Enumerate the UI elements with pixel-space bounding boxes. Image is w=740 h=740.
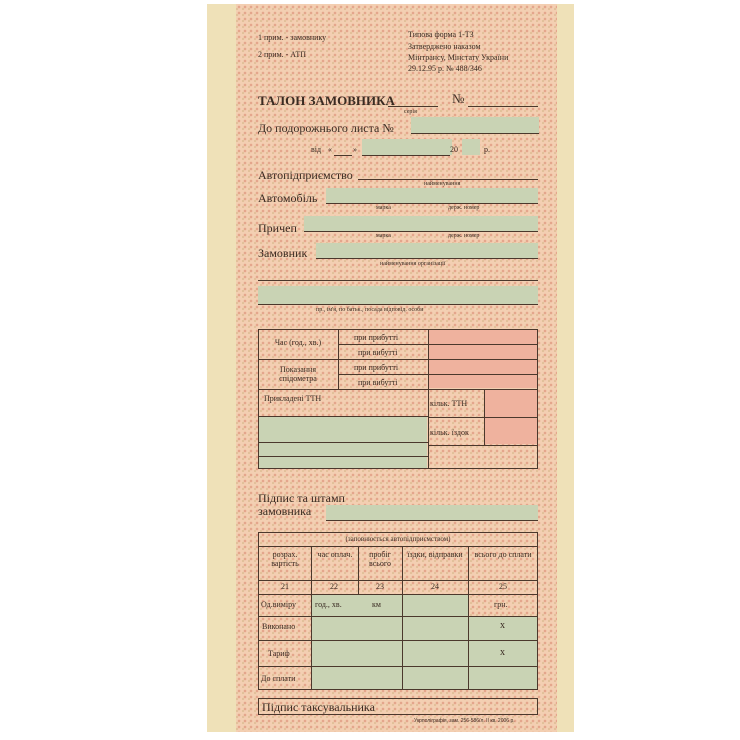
col-number-21: 21	[281, 582, 289, 591]
attached-ttn-line	[258, 456, 428, 457]
printer-note: Укрполіграфія, зам. 256-586/л. II кв. 2006 р.	[414, 718, 515, 724]
car-brand-caption: марка	[376, 205, 391, 211]
company-label: Автопідприємство	[258, 168, 353, 182]
time-arrival: при прибутті	[354, 333, 399, 342]
done-x-mark: х	[500, 620, 505, 631]
car-label: Автомобіль	[258, 191, 318, 205]
quote-close: »	[353, 145, 357, 154]
waybill-number-line	[411, 133, 539, 134]
trailer-plate-caption: держ. номер	[448, 233, 480, 239]
signature-line	[326, 520, 538, 521]
col-header-1: розрах. вартість	[271, 550, 299, 569]
signature-line-2: замовника	[258, 504, 312, 518]
attached-ttn-label: Прикладені ТТН	[264, 394, 322, 403]
trips-count-label: кільк. їздок	[430, 428, 469, 437]
attached-ttn-line	[258, 442, 428, 443]
time-label: Час (год., хв.)	[274, 338, 322, 347]
org-caption: найменування організації	[380, 261, 446, 267]
year-field[interactable]	[462, 139, 480, 155]
signature-line-1: Підпис та штамп	[258, 491, 345, 505]
day-line	[334, 155, 352, 156]
trailer-brand-caption: марка	[376, 233, 391, 239]
tariff-x-mark: х	[500, 647, 505, 658]
company-caption: найменування	[424, 181, 461, 187]
signature-field[interactable]	[326, 505, 538, 520]
odometer-arrival: при прибутті	[354, 363, 399, 372]
person-field[interactable]	[258, 286, 538, 304]
col-number-22: 22	[330, 582, 338, 591]
col-header-3: пробіг всього	[368, 550, 391, 569]
col-header-5: всього до сплати	[474, 550, 532, 559]
col-number-24: 24	[431, 582, 439, 591]
calc-table-line	[258, 580, 538, 581]
row-tariff-label: Тариф	[268, 649, 290, 658]
time-table-divider	[429, 344, 537, 345]
time-table-divider	[338, 329, 339, 389]
customer-field[interactable]	[316, 243, 538, 258]
year-suffix: р.	[484, 145, 490, 154]
odometer-departure: при вибутті	[358, 378, 398, 387]
count-divider	[428, 445, 538, 446]
unit-km: км	[372, 600, 381, 609]
series-caption: серія	[404, 109, 417, 115]
row-done-label: Виконано	[262, 622, 296, 631]
car-field[interactable]	[326, 188, 538, 203]
form-type: Типова форма 1-ТЗ	[408, 30, 474, 39]
col-number-23: 23	[376, 582, 384, 591]
car-line	[326, 203, 538, 204]
person-line	[258, 304, 538, 305]
customer-coupon-form	[236, 4, 557, 732]
customer-extra-line	[258, 280, 538, 281]
attached-ttn-line	[258, 416, 428, 417]
time-departure: при вибутті	[358, 348, 398, 357]
trailer-label: Причеп	[258, 221, 297, 235]
unit-hours: год., хв.	[315, 600, 342, 609]
month-field[interactable]	[362, 139, 452, 155]
company-line	[358, 179, 538, 180]
col-header-4: їздки, відправки	[407, 550, 463, 559]
trailer-line	[304, 231, 538, 232]
col-number-25: 25	[499, 582, 507, 591]
ministries-note: Мінтрансу, Мінстату України	[408, 53, 509, 62]
person-caption: пр., ім'я, по батьк., посада відповід. особи	[316, 307, 424, 313]
time-table-divider	[429, 374, 537, 375]
year-prefix: 20	[450, 145, 458, 154]
calc-values-left[interactable]	[312, 595, 402, 689]
row-pay-label: До сплати	[261, 674, 296, 683]
copy-note-1: 1 прим. - замовнику	[258, 33, 327, 42]
calc-table-line	[312, 640, 538, 641]
calc-table-line	[312, 616, 538, 617]
customer-label: Замовник	[258, 246, 308, 260]
waybill-number-field[interactable]	[411, 117, 539, 133]
series-line	[388, 106, 438, 107]
waybill-label: До подорожнього листа №	[258, 121, 394, 135]
row-unit-label: Од.виміру	[261, 600, 296, 609]
date-from: від	[311, 145, 322, 154]
copy-note-2: 2 прим. - АТП	[258, 50, 307, 59]
col-header-2: час оплач.	[317, 550, 353, 559]
calc-caption: (заповнюється автопідприємством)	[345, 535, 451, 543]
time-table-divider	[429, 359, 537, 360]
ttn-count-label: кільк. ТТН	[430, 399, 468, 408]
approval-note: Затверджено наказом	[408, 42, 481, 51]
order-note: 29.12.95 р. № 488/346	[408, 64, 482, 73]
number-sign: №	[452, 91, 465, 106]
form-title: ТАЛОН ЗАМОВНИКА	[258, 93, 395, 108]
quote-open: «	[328, 145, 332, 154]
count-divider	[428, 417, 538, 418]
customer-line	[316, 258, 538, 259]
taxi-sign-label: Підпис таксувальника	[262, 700, 375, 714]
number-line	[468, 106, 538, 107]
odometer-label: Показання спідометра	[279, 365, 317, 384]
month-line	[362, 155, 450, 156]
calc-table-line	[312, 666, 538, 667]
calc-values-mid[interactable]	[403, 595, 468, 689]
trailer-field[interactable]	[304, 216, 538, 231]
unit-currency: грн.	[494, 600, 508, 609]
calc-table-line	[258, 546, 538, 547]
car-plate-caption: держ. номер	[448, 205, 480, 211]
